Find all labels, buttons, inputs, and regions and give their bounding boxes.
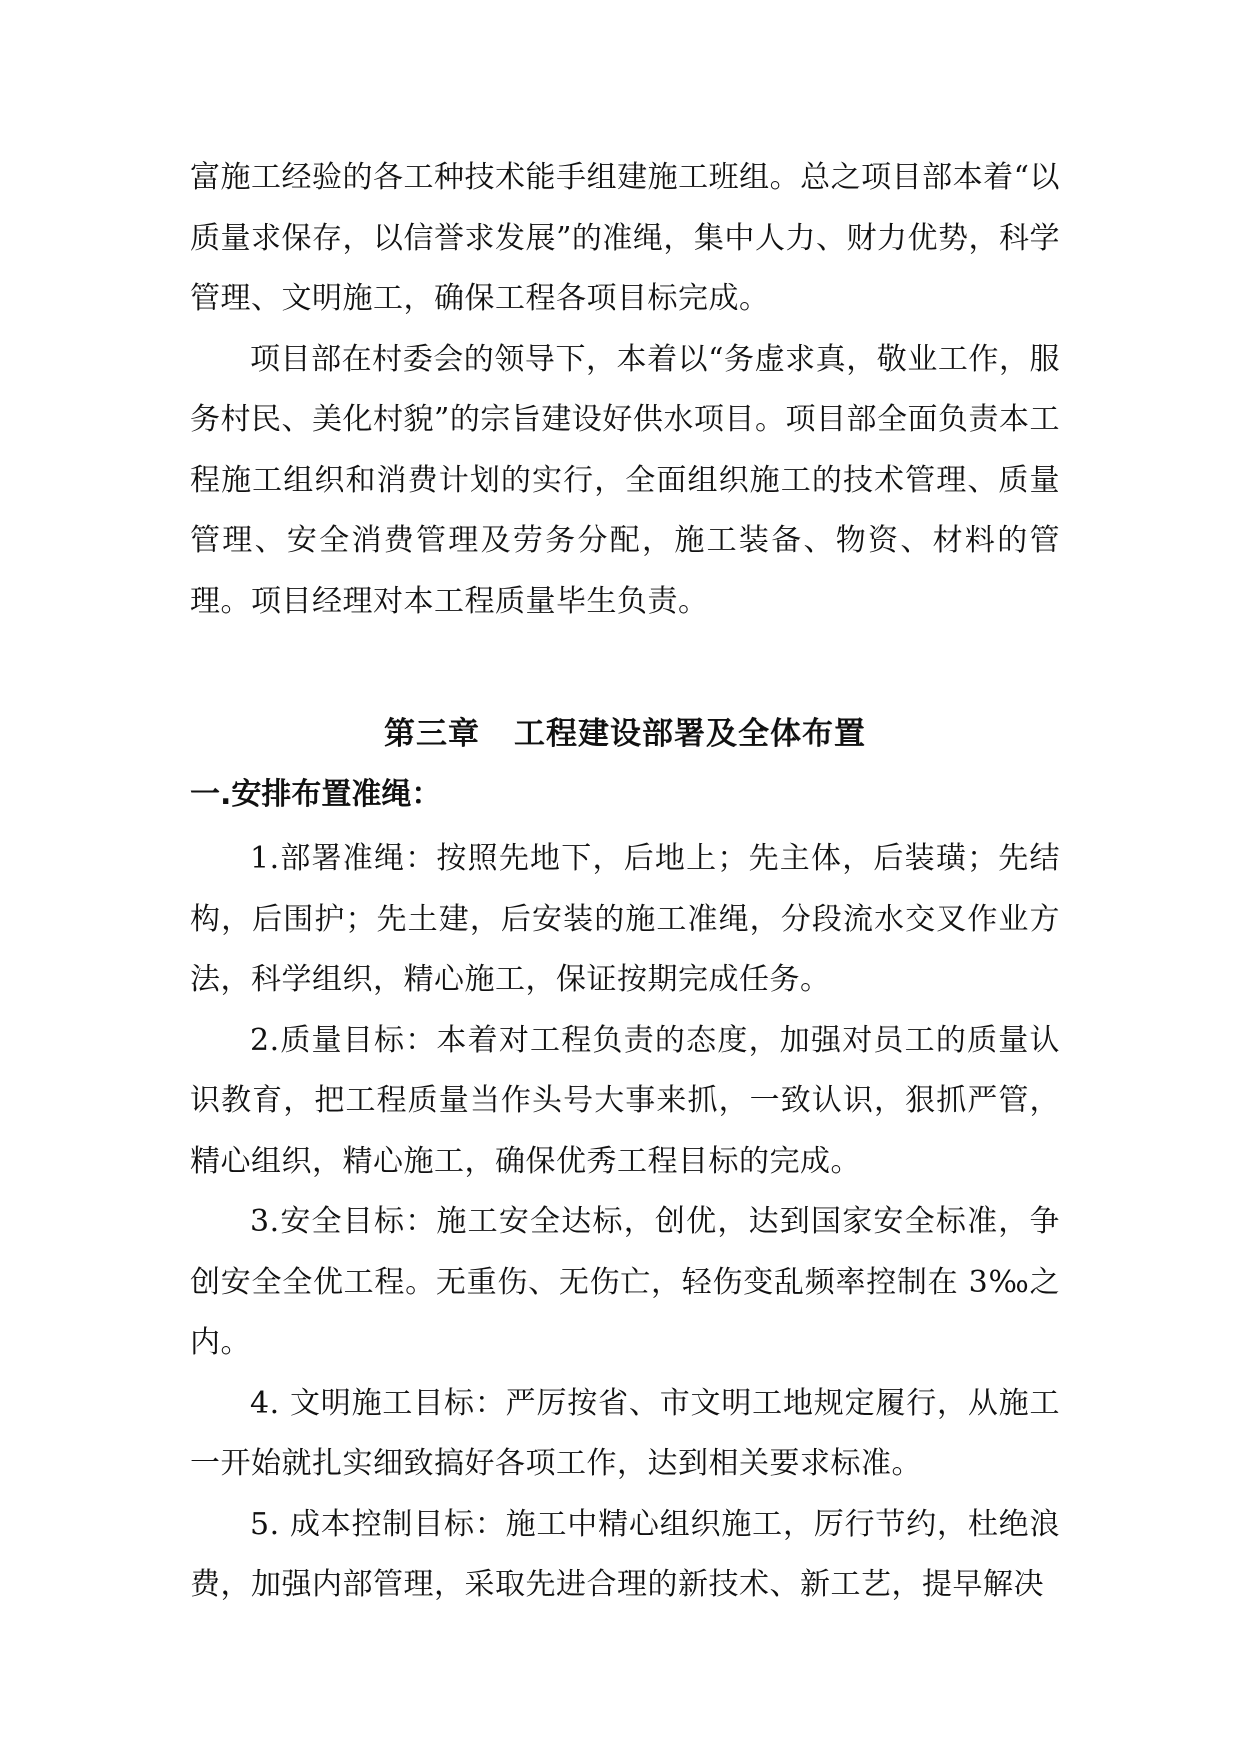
intro-paragraph-2: 项目部在村委会的领导下，本着以“务虚求真，敬业工作，服务村民、美化村貌”的宗旨建设好供水项目。项目部全面负责本工程施工组织和消费计划的实行，全面组织施工的技术管理、质量管理、安全消费管理及劳务分配，施工装备、物资、材料的管理。项目经理对本工程质量毕生负责。 bbox=[190, 341, 1060, 619]
intro-paragraph-1: 富施工经验的各工种技术能手组建施工班组。总之项目部本着“以质量求保存，以信誉求发展”的准绳，集中人力、财力优势，科学管理、文明施工，确保工程各项目标完成。 bbox=[190, 160, 1060, 316]
intro-section bbox=[190, 148, 1060, 632]
list-item-deployment: 1.部署准绳：按照先地下，后地上；先主体，后装璜；先结构，后围护；先土建，后安装的施工准绳，分段流水交叉作业方法，科学组织，精心施工，保证按期完成任务。 bbox=[190, 841, 1060, 997]
section-heading: 一.安排布置准绳： bbox=[190, 777, 442, 812]
chapter-title bbox=[190, 710, 1060, 758]
list-item-civilized-construction: 4. 文明施工目标：严厉按省、市文明工地规定履行，从施工一开始就扎实细致搞好各项工作，达到相关要求标准。 bbox=[190, 1385, 1060, 1481]
chapter-number: 第三章 bbox=[384, 716, 480, 752]
list-item-safety: 3.安全目标：施工安全达标，创优，达到国家安全标准，争创安全全优工程。无重伤、无伤亡，轻伤变乱频率控制在 3‰之内。 bbox=[190, 1204, 1060, 1360]
list-item-quality: 2.质量目标：本着对工程负责的态度，加强对员工的质量认识教育，把工程质量当作头号大事来抓，一致认识，狠抓严管，精心组织，精心施工，确保优秀工程目标的完成。 bbox=[190, 1022, 1060, 1179]
list-item-cost-control: 5. 成本控制目标：施工中精心组织施工，厉行节约，杜绝浪费，加强内部管理，采取先进合理的新技术、新工艺，提早解决 bbox=[190, 1506, 1060, 1602]
principles-list bbox=[190, 829, 1060, 1616]
chapter-name: 工程建设部署及全体布置 bbox=[514, 716, 866, 752]
